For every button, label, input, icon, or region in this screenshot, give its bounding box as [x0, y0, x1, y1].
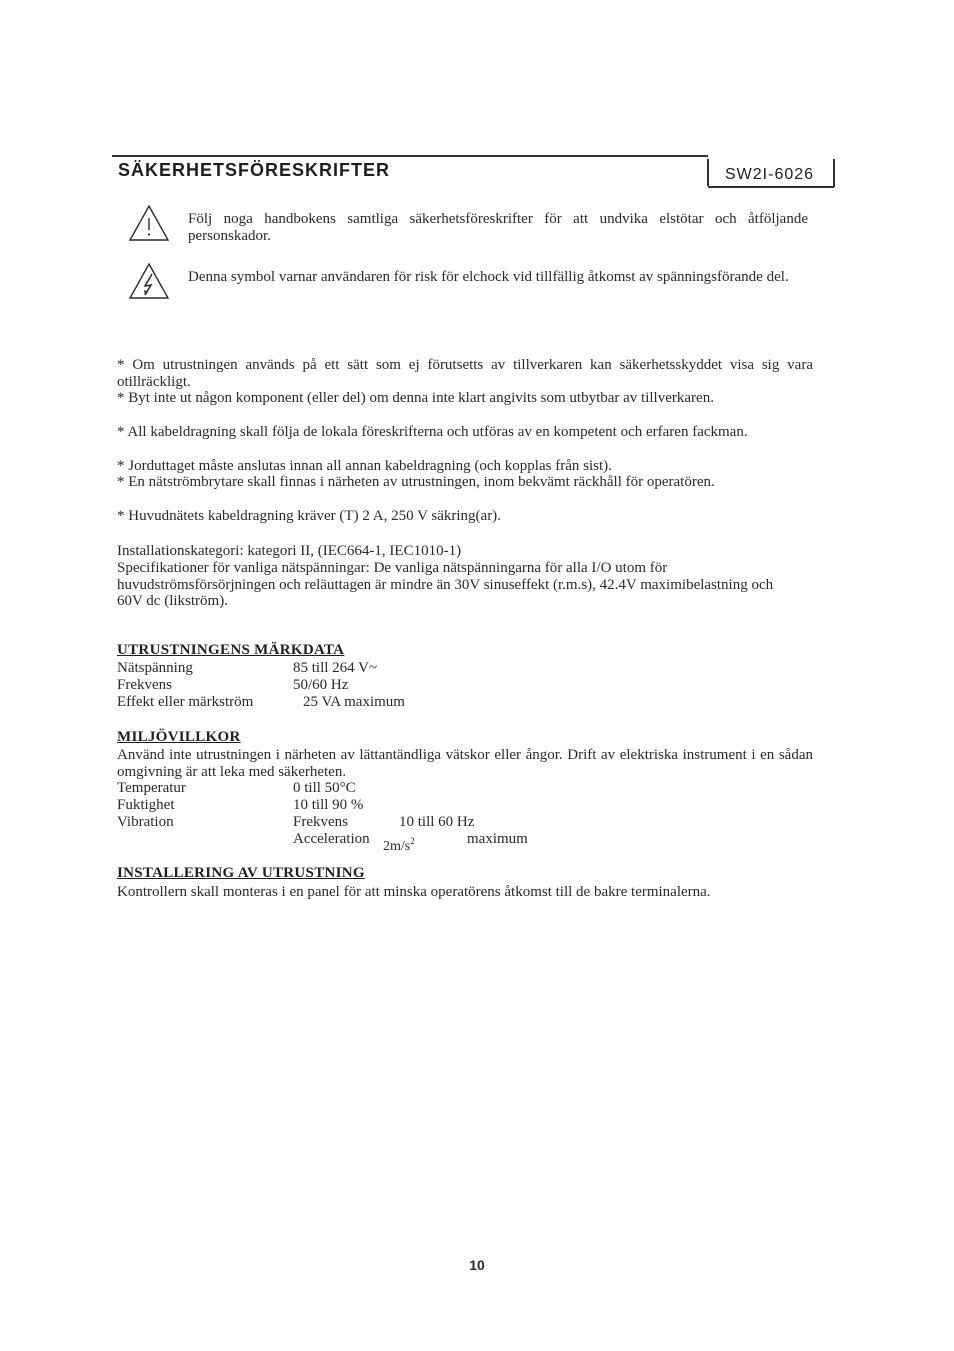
- environment-label: Temperatur: [117, 780, 186, 796]
- vibration-frequency-label: Frekvens: [293, 814, 348, 830]
- rating-label: Nätspänning: [117, 660, 193, 676]
- safety-bullet-2: * Byt inte ut någon komponent (eller del) om denna inte klart angivits som utbytbar av tillverkaren.: [117, 390, 714, 406]
- installation-spec: Specifikationer för vanliga nätspänningar: De vanliga nätspänningarna för alla I/O utom för huvudströmsförsörjningen och reläuttagen är mindre än 30V sinuseffekt (r.m.s), 42.4V maximibelastning och 60V dc (likström).: [117, 560, 774, 609]
- document-code: SW2I-6026: [725, 166, 815, 183]
- safety-bullet-5: * En nätströmbrytare skall finnas i närheten av utrustningen, inom bekvämt räckhåll för operatören.: [117, 474, 715, 490]
- rating-value: 25 VA maximum: [303, 694, 405, 710]
- environment-label: Fuktighet: [117, 797, 175, 813]
- acceleration-suffix: maximum: [467, 831, 528, 847]
- page-number: 10: [469, 1257, 485, 1273]
- warning-text-1: Följ noga handbokens samtliga säkerhetsföreskrifter för att undvika elstötar och åtföljande personskador.: [188, 211, 808, 244]
- vibration-label: Vibration: [117, 814, 174, 830]
- header-rule-bottom: [708, 186, 834, 188]
- safety-bullet-1: * Om utrustningen används på ett sätt som ej förutsetts av tillverkaren kan säkerhetsskyddet visa sig vara otillräckligt.: [117, 357, 813, 390]
- acceleration-value: $2m/s^2$: [383, 836, 415, 854]
- rating-value: 85 till 264 V~: [293, 660, 378, 676]
- installation-category: Installationskategori: kategori II, (IEC664-1, IEC1010-1): [117, 543, 462, 559]
- environment-value: 0 till 50°C: [293, 780, 356, 796]
- rating-value: 50/60 Hz: [293, 677, 349, 693]
- header-rule-top: [112, 155, 708, 157]
- safety-bullet-4: * Jorduttaget måste anslutas innan all annan kabeldragning (och kopplas från sist).: [117, 458, 612, 474]
- rating-label: Frekvens: [117, 677, 172, 693]
- ratings-heading: UTRUSTNINGENS MÄRKDATA: [117, 642, 345, 658]
- acceleration-label: Acceleration: [293, 831, 370, 847]
- vibration-frequency-value: 10 till 60 Hz: [399, 814, 475, 830]
- mounting-text: Kontrollern skall monteras i en panel för att minska operatörens åtkomst till de bakre terminalerna.: [117, 884, 711, 900]
- environment-value: 10 till 90 %: [293, 797, 364, 813]
- environment-text: Använd inte utrustningen i närheten av lättantändliga vätskor eller ångor. Drift av elektriska instrument i en sådan omgivning är att leka med säkerheten.: [117, 747, 813, 780]
- safety-bullet-3: * All kabeldragning skall följa de lokala föreskrifterna och utföras av en kompetent och erfaren fackman.: [117, 424, 748, 440]
- environment-heading: MILJÖVILLKOR: [117, 729, 241, 745]
- electric-shock-warning-icon: [127, 261, 171, 301]
- header-code-box-right: [833, 159, 835, 187]
- page-title: SÄKERHETSFÖRESKRIFTER: [118, 160, 391, 180]
- warning-triangle-icon: [127, 203, 171, 243]
- safety-bullet-6: * Huvudnätets kabeldragning kräver (T) 2 A, 250 V säkring(ar).: [117, 508, 501, 524]
- warning-text-2: Denna symbol varnar användaren för risk för elchock vid tillfällig åtkomst av spänningsförande del.: [188, 269, 789, 285]
- header-code-box-left: [707, 159, 709, 186]
- mounting-heading: INSTALLERING AV UTRUSTNING: [117, 865, 365, 881]
- rating-label: Effekt eller märkström: [117, 694, 254, 710]
